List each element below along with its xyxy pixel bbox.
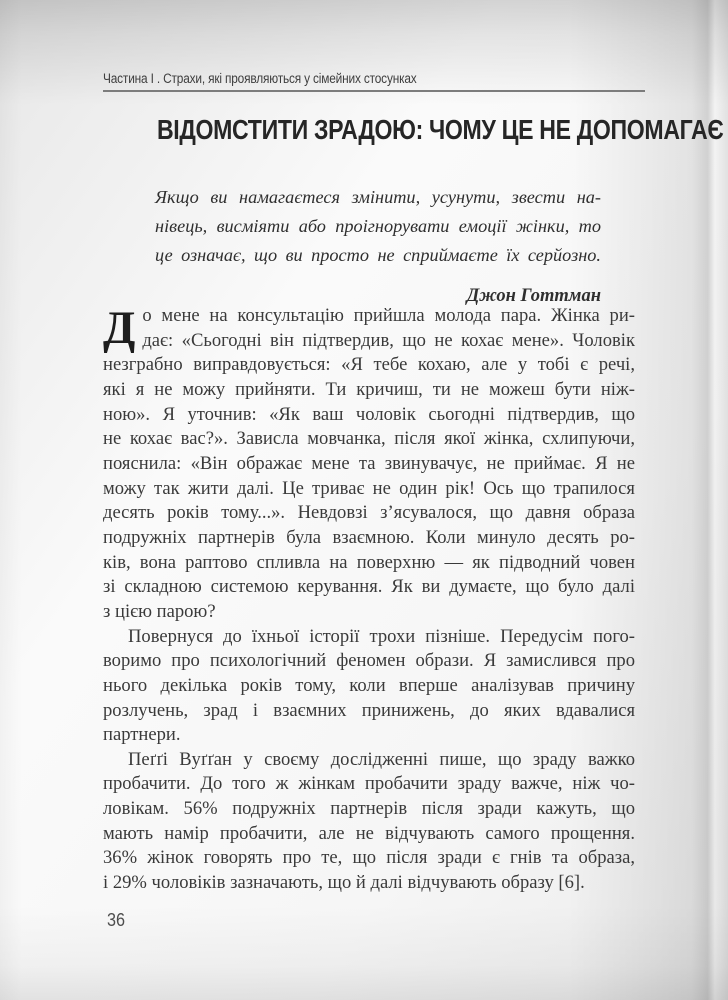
body-line: подружніх партнерів була взаємною. Коли минуло десять ро- — [103, 526, 635, 548]
body-line: розлучень, зрад і взаємних принижень, до яких вдавалися — [103, 699, 635, 721]
body-line: пояснила: «Він ображає мене та звинувачує, не приймає. Я не — [103, 452, 635, 474]
body-line: які я не можу прийняти. Ти кричиш, ти не можеш бути ніж- — [103, 378, 635, 400]
running-head — [103, 70, 645, 92]
epigraph-attribution: Джон Готтман — [466, 286, 601, 306]
body-line: і 29% чоловіків зазначають, що й далі відчувають образу [6]. — [103, 872, 585, 894]
body-line: не кохає вас?». Зависла мовчанка, після якої жінка, схлипуючи, — [103, 428, 635, 450]
chapter-title-label: ВІДОМСТИТИ ЗРАДОЮ: ЧОМУ ЦЕ НЕ ДОПОМАГАЄ — [156, 114, 724, 145]
body-text — [103, 304, 635, 896]
body-line: воримо про психологічний феномен образи. Я замислився про — [103, 650, 635, 672]
page-number — [107, 910, 127, 931]
body-line: партнери. — [103, 724, 181, 746]
drop-cap: Д — [103, 302, 136, 354]
body-line: ною». Я уточнив: «Як ваш чоловік сьогодні підтвердив, що — [103, 403, 635, 425]
body-line: ків, вона раптово спливла на поверхню — як підводний човен — [103, 551, 635, 573]
body-line: десять років тому...». Невдовзі з’ясувалося, що давня образа — [103, 502, 635, 524]
body-line: Пеґґі Вуґґан у своєму дослідженні пише, що зраду важко — [128, 748, 635, 770]
body-line: незграбно виправдовується: «Я тебе кохаю, але у тобі є речі, — [103, 354, 635, 376]
epigraph-line: нівець, висміяти або проігнорувати емоції жінки, то — [155, 216, 601, 236]
epigraph — [155, 183, 601, 311]
body-line: о мене на консультацію прийшла молода пара. Жінка ри- — [142, 305, 635, 326]
body-line: Повернуся до їхньої історії трохи пізніше. Передусім пого- — [128, 625, 635, 647]
body-line: з цією парою? — [103, 600, 216, 622]
body-line: нього декілька років тому, коли вперше аналізував причину — [103, 674, 635, 696]
body-line: пробачити. До того ж жінкам пробачити зраду важче, ніж чо- — [103, 773, 635, 795]
epigraph-line: Якщо ви намагаєтеся змінити, усунути, звести на- — [155, 187, 601, 207]
running-head-label: Частина I . Страхи, які проявляються у сімейних стосунках — [103, 71, 417, 86]
body-line: мають намір пробачити, але не відчувають самого прощення. — [103, 822, 635, 844]
body-line: можу так жити далі. Це триває не один рік! Ось що трапилося — [103, 477, 635, 499]
body-line: 36% жінок говорять про те, що після зради є гнів та образа, — [103, 847, 635, 869]
epigraph-line: це означає, що ви просто не сприймаєте їх серйозно. — [155, 245, 601, 265]
body-line: зі складною системою керування. Як ви думаєте, що було далі — [103, 576, 635, 598]
chapter-title — [103, 114, 724, 146]
body-line: дає: «Сьогодні він підтвердив, що не кохає мене». Чоловік — [142, 329, 635, 351]
page-number-label: 36 — [107, 910, 126, 930]
body-line: ловікам. 56% подружніх партнерів після зради кажуть, що — [103, 798, 635, 820]
